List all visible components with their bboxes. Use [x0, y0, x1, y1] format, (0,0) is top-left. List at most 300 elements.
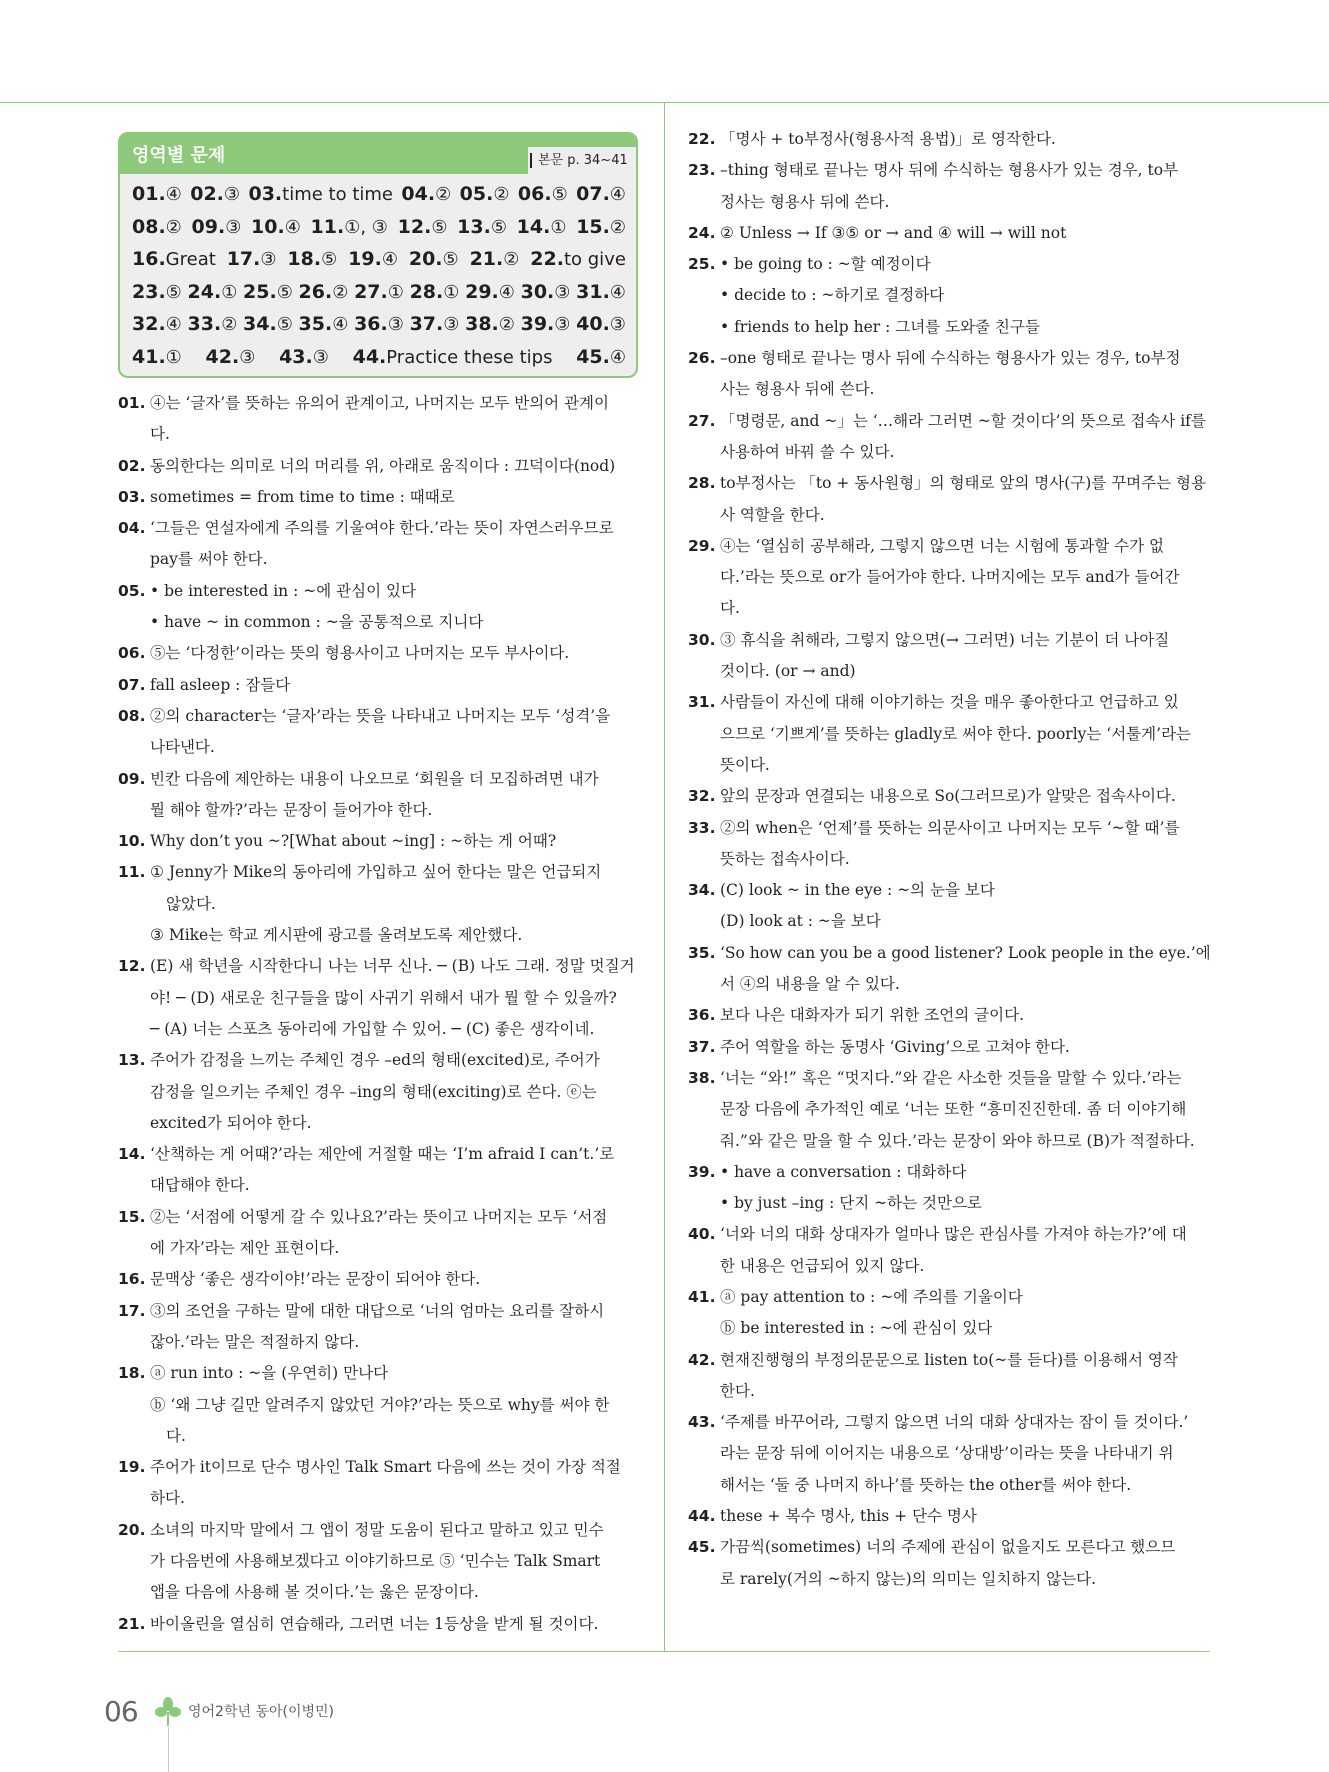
- explanation-line: fall asleep : 잠들다: [150, 675, 291, 694]
- answer-value: Practice these tips: [386, 346, 553, 368]
- item-number: 15.: [118, 1207, 146, 1226]
- explanation-line: 사람들이 자신에 대해 이야기하는 것을 매우 좋아한다고 언급하고 있: [720, 693, 1179, 712]
- answer-value: Great: [165, 249, 216, 270]
- answer-number: 04.: [401, 183, 436, 205]
- item-number: 45.: [688, 1538, 716, 1557]
- answer-value: ②: [332, 281, 349, 303]
- item-number: 37.: [688, 1037, 716, 1056]
- item-number: 36.: [688, 1006, 716, 1025]
- item-number: 24.: [688, 223, 716, 242]
- answer-number: 11.: [310, 215, 345, 238]
- explanation-item: [118, 388, 642, 451]
- answer-value: ②: [493, 184, 510, 205]
- answer-number: 19.: [348, 248, 382, 270]
- explanation-line: 빈칸 다음에 제안하는 내용이 나오므로 ‘회원을 더 모집하려면 내가: [150, 769, 599, 788]
- answer-cell: [132, 341, 182, 374]
- answer-cell: [311, 211, 388, 244]
- answer-cell: [521, 276, 571, 309]
- answer-value: ④: [165, 184, 182, 205]
- explanation-item: [118, 1296, 642, 1359]
- answer-cell: [188, 308, 238, 341]
- explanation-line: ③ Mike는 학교 게시판에 광고를 올려보도록 제안했다.: [150, 926, 523, 945]
- answer-number: 14.: [516, 215, 551, 238]
- answer-value: ④: [165, 314, 182, 335]
- explanation-line: 다.’라는 뜻으로 or가 들어가야 한다. 나머지에는 모두 and가 들어간: [720, 568, 1180, 587]
- explanation-line: 다.: [720, 599, 740, 618]
- item-number: 25.: [688, 255, 716, 274]
- answer-cell: [248, 178, 393, 211]
- item-number: 05.: [118, 581, 146, 600]
- clover-icon: [155, 1696, 181, 1726]
- explanation-line: 잖아.’라는 말은 적절하지 않다.: [150, 1332, 360, 1351]
- explanation-line: ⓑ ‘왜 그냥 길만 알려주지 않았던 거야?’라는 뜻으로 why를 써야 한: [150, 1395, 610, 1414]
- answer-value: time to time: [282, 184, 393, 205]
- answer-number: 27.: [354, 280, 388, 303]
- answer-value: ②: [221, 314, 238, 335]
- explanation-line: to부정사는 「to + 동사원형」의 형태로 앞의 명사(구)를 꾸며주는 형용: [720, 474, 1206, 493]
- item-number: 19.: [118, 1458, 146, 1477]
- explanation-line: ②의 character는 ‘글자’라는 뜻을 나타내고 나머지는 모두 ‘성격’을: [150, 706, 611, 725]
- explanation-item: [118, 951, 642, 1045]
- explanation-item: [118, 1609, 642, 1640]
- explanation-line: 않았다.: [166, 894, 216, 913]
- explanation-item: [118, 482, 642, 513]
- answer-number: 29.: [465, 280, 499, 303]
- explanation-line: 서 ④의 내용을 알 수 있다.: [720, 975, 900, 994]
- answer-value: ④: [332, 314, 349, 335]
- answer-cell: [576, 276, 626, 309]
- answer-number: 38.: [465, 313, 499, 335]
- item-number: 20.: [118, 1520, 146, 1539]
- answer-number: 06.: [517, 183, 552, 205]
- item-number: 01.: [118, 394, 146, 412]
- explanation-item: [118, 857, 642, 951]
- answer-value: ②: [498, 314, 515, 335]
- answer-number: 40.: [576, 313, 610, 335]
- explanation-item: [688, 1157, 1212, 1220]
- answer-number: 17.: [226, 248, 261, 270]
- answer-number: 42.: [205, 345, 240, 368]
- answer-number: 30.: [520, 280, 555, 303]
- answer-cell: [279, 341, 329, 374]
- explanation-line: 앱을 다음에 사용해 볼 것이다.’는 옳은 문장이다.: [150, 1583, 479, 1602]
- explanation-line: ⓐ pay attention to : ~에 주의를 기울이다: [720, 1287, 1023, 1306]
- explanation-line: (E) 새 학년을 시작한다니 나는 너무 신나. ─ (B) 나도 그래. 정말 멋질거: [150, 957, 635, 976]
- answer-cell: [465, 276, 515, 309]
- explanation-line: 다.: [150, 425, 170, 444]
- explanation-line: ②의 when은 ‘언제’를 뜻하는 의문사이고 나머지는 모두 ‘~할 때’를: [720, 818, 1180, 837]
- answer-number: 24.: [187, 280, 222, 303]
- answer-cell: [251, 211, 301, 244]
- explanation-item: [118, 451, 642, 482]
- explanation-line: • be going to : ~할 예정이다: [720, 255, 931, 274]
- explanation-line: 나타낸다.: [150, 738, 215, 757]
- explanation-line: 뜻이다.: [720, 755, 770, 774]
- answer-row: [132, 276, 626, 309]
- answer-cell: [518, 178, 568, 211]
- answer-number: 16.: [132, 248, 166, 270]
- answer-value: ⑤: [276, 281, 293, 303]
- answer-value: ③: [554, 314, 571, 335]
- explanation-item: [118, 1452, 642, 1515]
- explanation-item: [118, 701, 642, 764]
- explanation-line: ⓑ be interested in : ~에 관심이 있다: [720, 1319, 993, 1338]
- answer-value: to give: [563, 249, 626, 270]
- item-number: 43.: [688, 1413, 716, 1432]
- answer-cell: [190, 178, 240, 211]
- explanation-line: 사용하여 바꿔 쓸 수 있다.: [720, 442, 895, 461]
- answer-value: ⑤: [551, 184, 568, 205]
- answer-cell: [576, 211, 626, 244]
- answer-value: ③: [239, 346, 256, 368]
- footer-stem: [168, 1727, 169, 1772]
- answer-cell: [132, 211, 182, 244]
- explanation-line: 주어 역할을 하는 동명사 ‘Giving’으로 고쳐야 한다.: [720, 1037, 1070, 1056]
- answer-value: ④: [609, 281, 626, 303]
- answer-cell: [299, 276, 349, 309]
- explanation-line: pay를 써야 한다.: [150, 550, 268, 569]
- explanation-line: ‘너와 너의 대화 상대자가 얼마나 많은 관심사를 가져야 하는가?’에 대: [720, 1225, 1187, 1244]
- answer-cell: [409, 243, 459, 276]
- answer-value: ④: [609, 346, 626, 368]
- answer-value: ③: [260, 249, 277, 270]
- explanation-line: 한다.: [720, 1381, 755, 1400]
- answer-number: 23.: [132, 280, 166, 303]
- explanation-line: ‘So how can you be a good listener? Look people in the eye.’에: [720, 943, 1211, 962]
- answer-number: 41.: [132, 345, 166, 368]
- answer-value: ④: [498, 281, 515, 303]
- explanation-line: 문장 다음에 추가적인 예로 ‘너는 또한 “흥미진진한데. 좀 더 이야기해: [720, 1100, 1187, 1119]
- explanation-item: [118, 670, 642, 701]
- explanation-item: [118, 764, 642, 827]
- answer-number: 18.: [287, 248, 322, 270]
- answer-row: [132, 178, 626, 211]
- item-number: 27.: [688, 411, 716, 430]
- explanation-item: [118, 1515, 642, 1609]
- explanation-line: • have ~ in common : ~을 공통적으로 지니다: [150, 613, 484, 632]
- answer-number: 33.: [187, 313, 222, 335]
- answer-value: ②: [503, 249, 520, 270]
- answer-cell: [465, 308, 515, 341]
- explanation-line: 감정을 일으키는 주체인 경우 –ing의 형태(exciting)로 쓴다. ⓔ는: [150, 1082, 597, 1101]
- answer-value: ⑤: [276, 314, 293, 335]
- explanation-line: 야! ─ (D) 새로운 친구들을 많이 사귀기 위해서 내가 뭘 할 수 있을까?: [150, 988, 617, 1007]
- explanation-line: 뭘 해야 할까?’라는 문장이 들어가야 한다.: [150, 800, 433, 819]
- explanation-line: ③ 휴식을 취해라, 그렇지 않으면(→ 그러면) 너는 기분이 더 나아질: [720, 630, 1170, 649]
- item-number: 41.: [688, 1287, 716, 1306]
- page-number: 06: [104, 1695, 138, 1728]
- explanation-line: 뜻하는 접속사이다.: [720, 849, 850, 868]
- answer-value: ⑤: [490, 216, 507, 238]
- explanation-item: [118, 1264, 642, 1295]
- explanation-line: ⓐ run into : ~을 (우연히) 만나다: [150, 1364, 389, 1383]
- explanation-line: –thing 형태로 끝나는 명사 뒤에 수식하는 형용사가 있는 경우, to부: [720, 161, 1179, 180]
- explanation-line: ‘산책하는 게 어때?’라는 제안에 거절할 때는 ‘I’m afraid I can’t.’로: [150, 1145, 615, 1164]
- answer-number: 26.: [298, 280, 333, 303]
- item-number: 04.: [118, 519, 146, 538]
- answer-number: 21.: [469, 248, 504, 270]
- answer-cell: [576, 178, 626, 211]
- answer-value: ②: [435, 184, 452, 205]
- answer-cell: [576, 341, 626, 374]
- explanation-line: 바이올린을 열심히 연습해라, 그러면 너는 1등상을 받게 될 것이다.: [150, 1614, 599, 1633]
- explanation-item: [688, 813, 1212, 876]
- answer-cell: [398, 211, 448, 244]
- explanation-line: 주어가 감정을 느끼는 주체인 경우 –ed의 형태(excited)로, 주어가: [150, 1051, 600, 1070]
- item-number: 38.: [688, 1068, 716, 1087]
- explanation-line: these + 복수 명사, this + 단수 명사: [720, 1507, 977, 1526]
- item-number: 14.: [118, 1145, 146, 1164]
- answer-cell: [410, 308, 460, 341]
- answer-number: 39.: [520, 313, 555, 335]
- explanation-line: ‘주제를 바꾸어라, 그렇지 않으면 너의 대화 상대자는 잠이 들 것이다.’: [720, 1413, 1189, 1432]
- answer-cell: [401, 178, 451, 211]
- explanation-item: [118, 513, 642, 576]
- explanation-item: [688, 625, 1212, 688]
- answer-cell: [243, 276, 293, 309]
- answer-cell: [132, 243, 216, 276]
- item-number: 30.: [688, 630, 716, 649]
- answer-cell: [243, 308, 293, 341]
- answer-value: ①: [221, 281, 238, 303]
- explanation-line: ‘그들은 연설자에게 주의를 기울여야 한다.’라는 뜻이 자연스러우므로: [150, 519, 614, 538]
- explanation-line: excited가 되어야 한다.: [150, 1113, 312, 1132]
- answer-cell: [530, 243, 626, 276]
- answer-value: ③: [312, 346, 329, 368]
- explanation-line: ⑤는 ‘다정한’이라는 뜻의 형용사이고 나머지는 모두 부사이다.: [150, 644, 570, 663]
- answer-number: 05.: [459, 183, 494, 205]
- item-number: 23.: [688, 161, 716, 180]
- explanation-line: –one 형태로 끝나는 명사 뒤에 수식하는 형용사가 있는 경우, to부정: [720, 349, 1181, 368]
- explanation-line: 현재진행형의 부정의문문으로 listen to(~를 듣다)를 이용해서 영작: [720, 1350, 1178, 1369]
- explanation-line: ② Unless → If ③⑤ or → and ④ will → will not: [720, 223, 1067, 242]
- answer-cell: [354, 308, 404, 341]
- explanation-line: 가끔씩(sometimes) 너의 주제에 관심이 없을지도 모른다고 했으므: [720, 1538, 1176, 1557]
- explanation-line: ③의 조언을 구하는 말에 대한 대답으로 ‘너의 엄마는 요리를 잘하시: [150, 1301, 605, 1320]
- explanation-line: ②는 ‘서점에 어떻게 갈 수 있나요?’라는 뜻이고 나머지는 모두 ‘서점: [150, 1207, 608, 1226]
- answer-number: 12.: [397, 215, 432, 238]
- explanations-left-column: [118, 388, 642, 1640]
- answer-number: 37.: [409, 313, 444, 335]
- answer-value: ③: [225, 216, 242, 238]
- answer-row: [132, 243, 626, 276]
- explanation-line: 한 내용은 언급되어 있지 않다.: [720, 1256, 925, 1275]
- explanation-line: 사 역할을 한다.: [720, 505, 825, 524]
- answer-cell: [410, 276, 460, 309]
- answer-row: [132, 341, 626, 374]
- item-number: 26.: [688, 349, 716, 368]
- explanation-line: 「명령문, and ~」는 ‘…해라 그러면 ~할 것이다’의 뜻으로 접속사 if를: [720, 411, 1206, 430]
- answer-value: ③: [223, 184, 241, 205]
- item-number: 16.: [118, 1270, 146, 1289]
- answer-number: 32.: [132, 313, 166, 335]
- answer-value: ③: [387, 314, 404, 335]
- explanation-line: ─ (A) 너는 스포츠 동아리에 가입할 수 있어. ─ (C) 좋은 생각이네.: [150, 1019, 595, 1038]
- item-number: 17.: [118, 1301, 146, 1320]
- answer-value: ③: [554, 281, 571, 303]
- explanation-line: ④는 ‘글자’를 뜻하는 유의어 관계이고, 나머지는 모두 반의어 관계이: [150, 394, 609, 412]
- answer-row: [132, 211, 626, 244]
- answer-value: ②: [165, 216, 182, 238]
- item-number: 07.: [118, 675, 146, 694]
- explanation-line: 대답해야 한다.: [150, 1176, 250, 1195]
- answer-number: 07.: [576, 183, 610, 205]
- item-number: 10.: [118, 832, 146, 851]
- answer-number: 25.: [243, 280, 277, 303]
- item-number: 12.: [118, 957, 146, 976]
- explanation-line: 문맥상 ‘좋은 생각이야!’라는 문장이 되어야 한다.: [150, 1270, 481, 1289]
- answer-cell: [576, 308, 626, 341]
- item-number: 22.: [688, 130, 716, 148]
- item-number: 34.: [688, 881, 716, 900]
- explanation-line: 하다.: [150, 1489, 185, 1508]
- explanation-line: 주어가 it이므로 단수 명사인 Talk Smart 다음에 쓰는 것이 가장 적절: [150, 1458, 621, 1477]
- answer-cell: [188, 276, 238, 309]
- answer-cell: [206, 341, 256, 374]
- explanation-line: 보다 나은 대화자가 되기 위한 조언의 글이다.: [720, 1006, 1025, 1025]
- answer-key-title: 영역별 문제: [132, 145, 226, 166]
- explanation-item: [688, 1032, 1212, 1063]
- answer-cell: [348, 243, 398, 276]
- answer-number: 22.: [530, 248, 564, 270]
- answer-cell: [460, 178, 510, 211]
- explanation-line: 으므로 ‘기쁘게’를 뜻하는 gladly로 써야 한다. poorly는 ‘서툴게’라는: [720, 724, 1192, 743]
- answer-row: [132, 308, 626, 341]
- item-number: 39.: [688, 1162, 716, 1181]
- explanation-line: 해서는 ‘둘 중 나머지 하나’를 뜻하는 the other를 써야 한다.: [720, 1475, 1132, 1494]
- book-title: 영어2학년 동아(이병민): [188, 1704, 334, 1720]
- explanation-line: (D) look at : ~을 보다: [720, 912, 881, 931]
- answer-cell: [354, 276, 404, 309]
- answer-grid: [132, 178, 626, 373]
- answer-cell: [457, 211, 507, 244]
- explanation-line: 「명사 + to부정사(형용사적 용법)」로 영작한다.: [720, 130, 1056, 148]
- explanation-item: [118, 638, 642, 669]
- explanation-line: (C) look ~ in the eye : ~의 눈을 보다: [720, 881, 995, 900]
- item-number: 02.: [118, 456, 146, 475]
- answer-cell: [132, 178, 182, 211]
- explanations-right-column: [688, 124, 1212, 1595]
- answer-key-box: [118, 132, 638, 378]
- answer-value: ③: [443, 314, 460, 335]
- column-divider: [664, 102, 665, 1652]
- explanation-item: [688, 124, 1212, 155]
- item-number: 28.: [688, 474, 716, 493]
- explanation-line: 라는 문장 뒤에 이어지는 내용으로 ‘상대방’이라는 뜻을 나타내기 위: [720, 1444, 1174, 1463]
- answer-number: 45.: [576, 345, 610, 368]
- answer-number: 09.: [191, 215, 226, 238]
- explanation-line: • by just –ing : 단지 ~하는 것만으로: [720, 1194, 982, 1213]
- answer-number: 28.: [409, 280, 444, 303]
- answer-number: 01.: [132, 183, 166, 205]
- item-number: 11.: [118, 863, 146, 882]
- explanation-line: 사는 형용사 뒤에 쓴다.: [720, 380, 875, 399]
- item-number: 42.: [688, 1350, 716, 1369]
- answer-number: 02.: [190, 183, 224, 205]
- item-number: 32.: [688, 787, 716, 806]
- explanation-item: [688, 468, 1212, 531]
- explanation-line: • be interested in : ~에 관심이 있다: [150, 581, 416, 600]
- answer-cell: [132, 276, 182, 309]
- item-number: 03.: [118, 487, 146, 506]
- explanation-item: [688, 1063, 1212, 1157]
- answer-value: ①: [165, 346, 182, 368]
- answer-cell: [470, 243, 520, 276]
- explanation-item: [118, 1139, 642, 1202]
- explanation-line: 다.: [166, 1426, 186, 1445]
- answer-number: 03.: [248, 183, 283, 205]
- answer-number: 13.: [457, 215, 491, 238]
- answer-number: 08.: [132, 215, 166, 238]
- answer-number: 31.: [576, 280, 610, 303]
- explanation-line: 에 가자’라는 제안 표현이다.: [150, 1239, 340, 1258]
- explanation-line: ‘너는 “와!” 혹은 “멋지다.”와 같은 사소한 것들을 말할 수 있다.’라는: [720, 1068, 1182, 1087]
- explanation-item: [688, 938, 1212, 1001]
- explanation-item: [688, 1532, 1212, 1595]
- explanation-item: [118, 1358, 642, 1452]
- answer-number: 36.: [354, 313, 388, 335]
- answer-value: ①, ③: [344, 216, 388, 238]
- answer-value: ③: [609, 314, 626, 335]
- answer-key-header: [120, 134, 636, 174]
- answer-number: 43.: [279, 345, 313, 368]
- answer-number: 34.: [243, 313, 277, 335]
- explanation-item: [118, 1202, 642, 1265]
- answer-value: ⑤: [165, 281, 182, 303]
- explanation-line: • decide to : ~하기로 결정하다: [720, 286, 945, 305]
- answer-value: ②: [609, 216, 626, 238]
- answer-value: ④: [609, 184, 626, 205]
- answer-value: ①: [550, 216, 567, 238]
- explanation-line: Why don’t you ~?[What about ~ing] : ~하는 게 어때?: [150, 832, 557, 851]
- answer-value: ⑤: [321, 249, 338, 270]
- answer-value: ⑤: [431, 216, 448, 238]
- item-number: 21.: [118, 1614, 146, 1633]
- answer-number: 20.: [408, 248, 443, 270]
- explanation-line: ④는 ‘열심히 공부해라, 그렇지 않으면 너는 시험에 통과할 수가 없: [720, 536, 1165, 555]
- answer-number: 10.: [251, 215, 285, 238]
- explanation-item: [688, 687, 1212, 781]
- item-number: 13.: [118, 1051, 146, 1070]
- answer-value: ①: [443, 281, 460, 303]
- item-number: 18.: [118, 1364, 146, 1383]
- item-number: 06.: [118, 644, 146, 663]
- explanation-line: ① Jenny가 Mike의 동아리에 가입하고 싶어 한다는 말은 언급되지: [150, 863, 602, 882]
- explanation-line: 정사는 형용사 뒤에 쓴다.: [720, 192, 890, 211]
- explanation-item: [688, 1407, 1212, 1501]
- answer-cell: [299, 308, 349, 341]
- explanation-line: sometimes = from time to time : 때때로: [150, 487, 455, 506]
- explanation-item: [688, 249, 1212, 343]
- explanation-line: • have a conversation : 대화하다: [720, 1162, 967, 1181]
- explanation-item: [688, 1282, 1212, 1345]
- item-number: 31.: [688, 693, 716, 712]
- answer-cell: [192, 211, 242, 244]
- explanation-item: [688, 1219, 1212, 1282]
- answer-cell: [521, 308, 571, 341]
- explanation-item: [688, 781, 1212, 812]
- explanation-item: [688, 155, 1212, 218]
- explanation-item: [688, 1501, 1212, 1532]
- explanation-line: 동의한다는 의미로 너의 머리를 위, 아래로 움직이다 : 끄덕이다(nod): [150, 456, 616, 475]
- explanation-item: [688, 218, 1212, 249]
- item-number: 08.: [118, 706, 146, 725]
- item-number: 09.: [118, 769, 146, 788]
- answer-value: ①: [387, 281, 404, 303]
- answer-cell: [287, 243, 337, 276]
- explanation-item: [118, 1045, 642, 1139]
- explanation-line: 것이다. (or → and): [720, 662, 856, 681]
